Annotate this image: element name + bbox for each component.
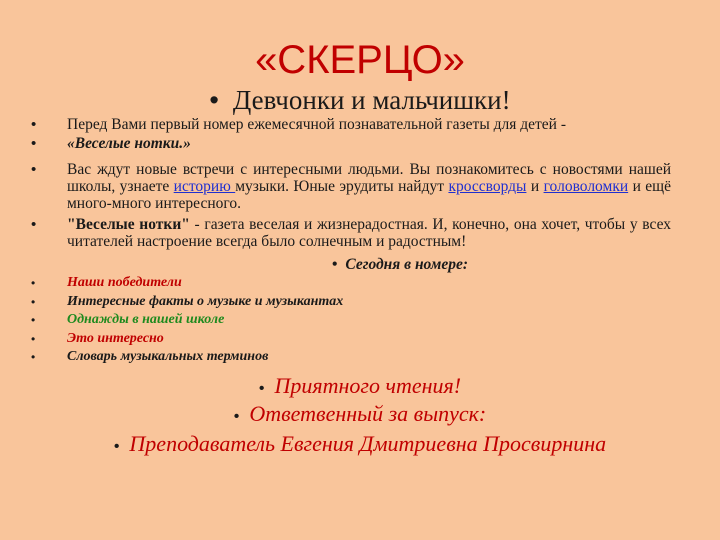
bullet-icon: • (233, 408, 240, 425)
intro-text: Вас ждут новые встречи с интересными людьми. Вы познакомитесь с новостями нашей школы, узнаете (67, 161, 671, 195)
history-link[interactable]: историю (173, 178, 236, 195)
intro-paragraph-2: «Веселые нотки.» (67, 135, 191, 152)
footer-text: Преподаватель Евгения Дмитриевна Просвирнина (129, 431, 607, 456)
crosswords-link[interactable]: кроссворды (448, 178, 527, 195)
section-item: Наши победители (67, 275, 182, 290)
section-item: Словарь музыкальных терминов (67, 349, 269, 364)
intro-text: - газета веселая и жизнерадостная. И, конечно, она хочет, чтобы у всех читателей настроение всегда было солнечным и радостным! (67, 216, 671, 250)
subtitle-text: Девчонки и мальчишки! (232, 85, 511, 115)
intro-paragraph-1: Перед Вами первый номер ежемесячной познавательной газеты для детей - (67, 116, 566, 133)
section-item: Интересные факты о музыке и музыкантах (67, 293, 344, 309)
bullet-icon: • (31, 216, 37, 233)
footer-text: Ответвенный за выпуск: (249, 401, 487, 426)
page-title: «СКЕРЦО» (255, 38, 465, 82)
intro-paragraph-3 (67, 161, 671, 212)
section-item: Однажды в нашей школе (67, 312, 225, 327)
bullet-icon: • (31, 331, 36, 346)
bullet-icon: • (31, 135, 37, 152)
footer-text: Приятного чтения! (274, 373, 462, 398)
bullet-icon: • (331, 256, 338, 273)
intro-paragraph-4 (67, 216, 671, 250)
section-item: Это интересно (67, 330, 164, 346)
intro-text: музыки. Юные эрудиты найдут (235, 178, 449, 195)
today-label: Сегодня в номере: (345, 256, 469, 273)
bullet-icon: • (258, 380, 265, 397)
bullet-icon: • (31, 294, 36, 309)
bullet-icon: • (31, 313, 36, 327)
intro-text: и ещё много-много интересного. (67, 178, 671, 212)
bullet-icon: • (31, 161, 37, 178)
puzzles-link[interactable]: головоломки (543, 178, 629, 195)
footer-line-3 (0, 430, 720, 461)
today-heading (0, 256, 720, 274)
bullet-icon: • (31, 116, 37, 133)
newspaper-name: "Веселые нотки" (67, 216, 190, 233)
subtitle (0, 84, 720, 116)
bullet-icon: • (209, 85, 219, 115)
bullet-icon: • (31, 276, 36, 290)
footer-line-1 (0, 372, 720, 403)
footer-line-2 (0, 400, 720, 431)
bullet-icon: • (31, 350, 36, 364)
intro-text: и (526, 178, 544, 195)
bullet-icon: • (113, 438, 120, 455)
